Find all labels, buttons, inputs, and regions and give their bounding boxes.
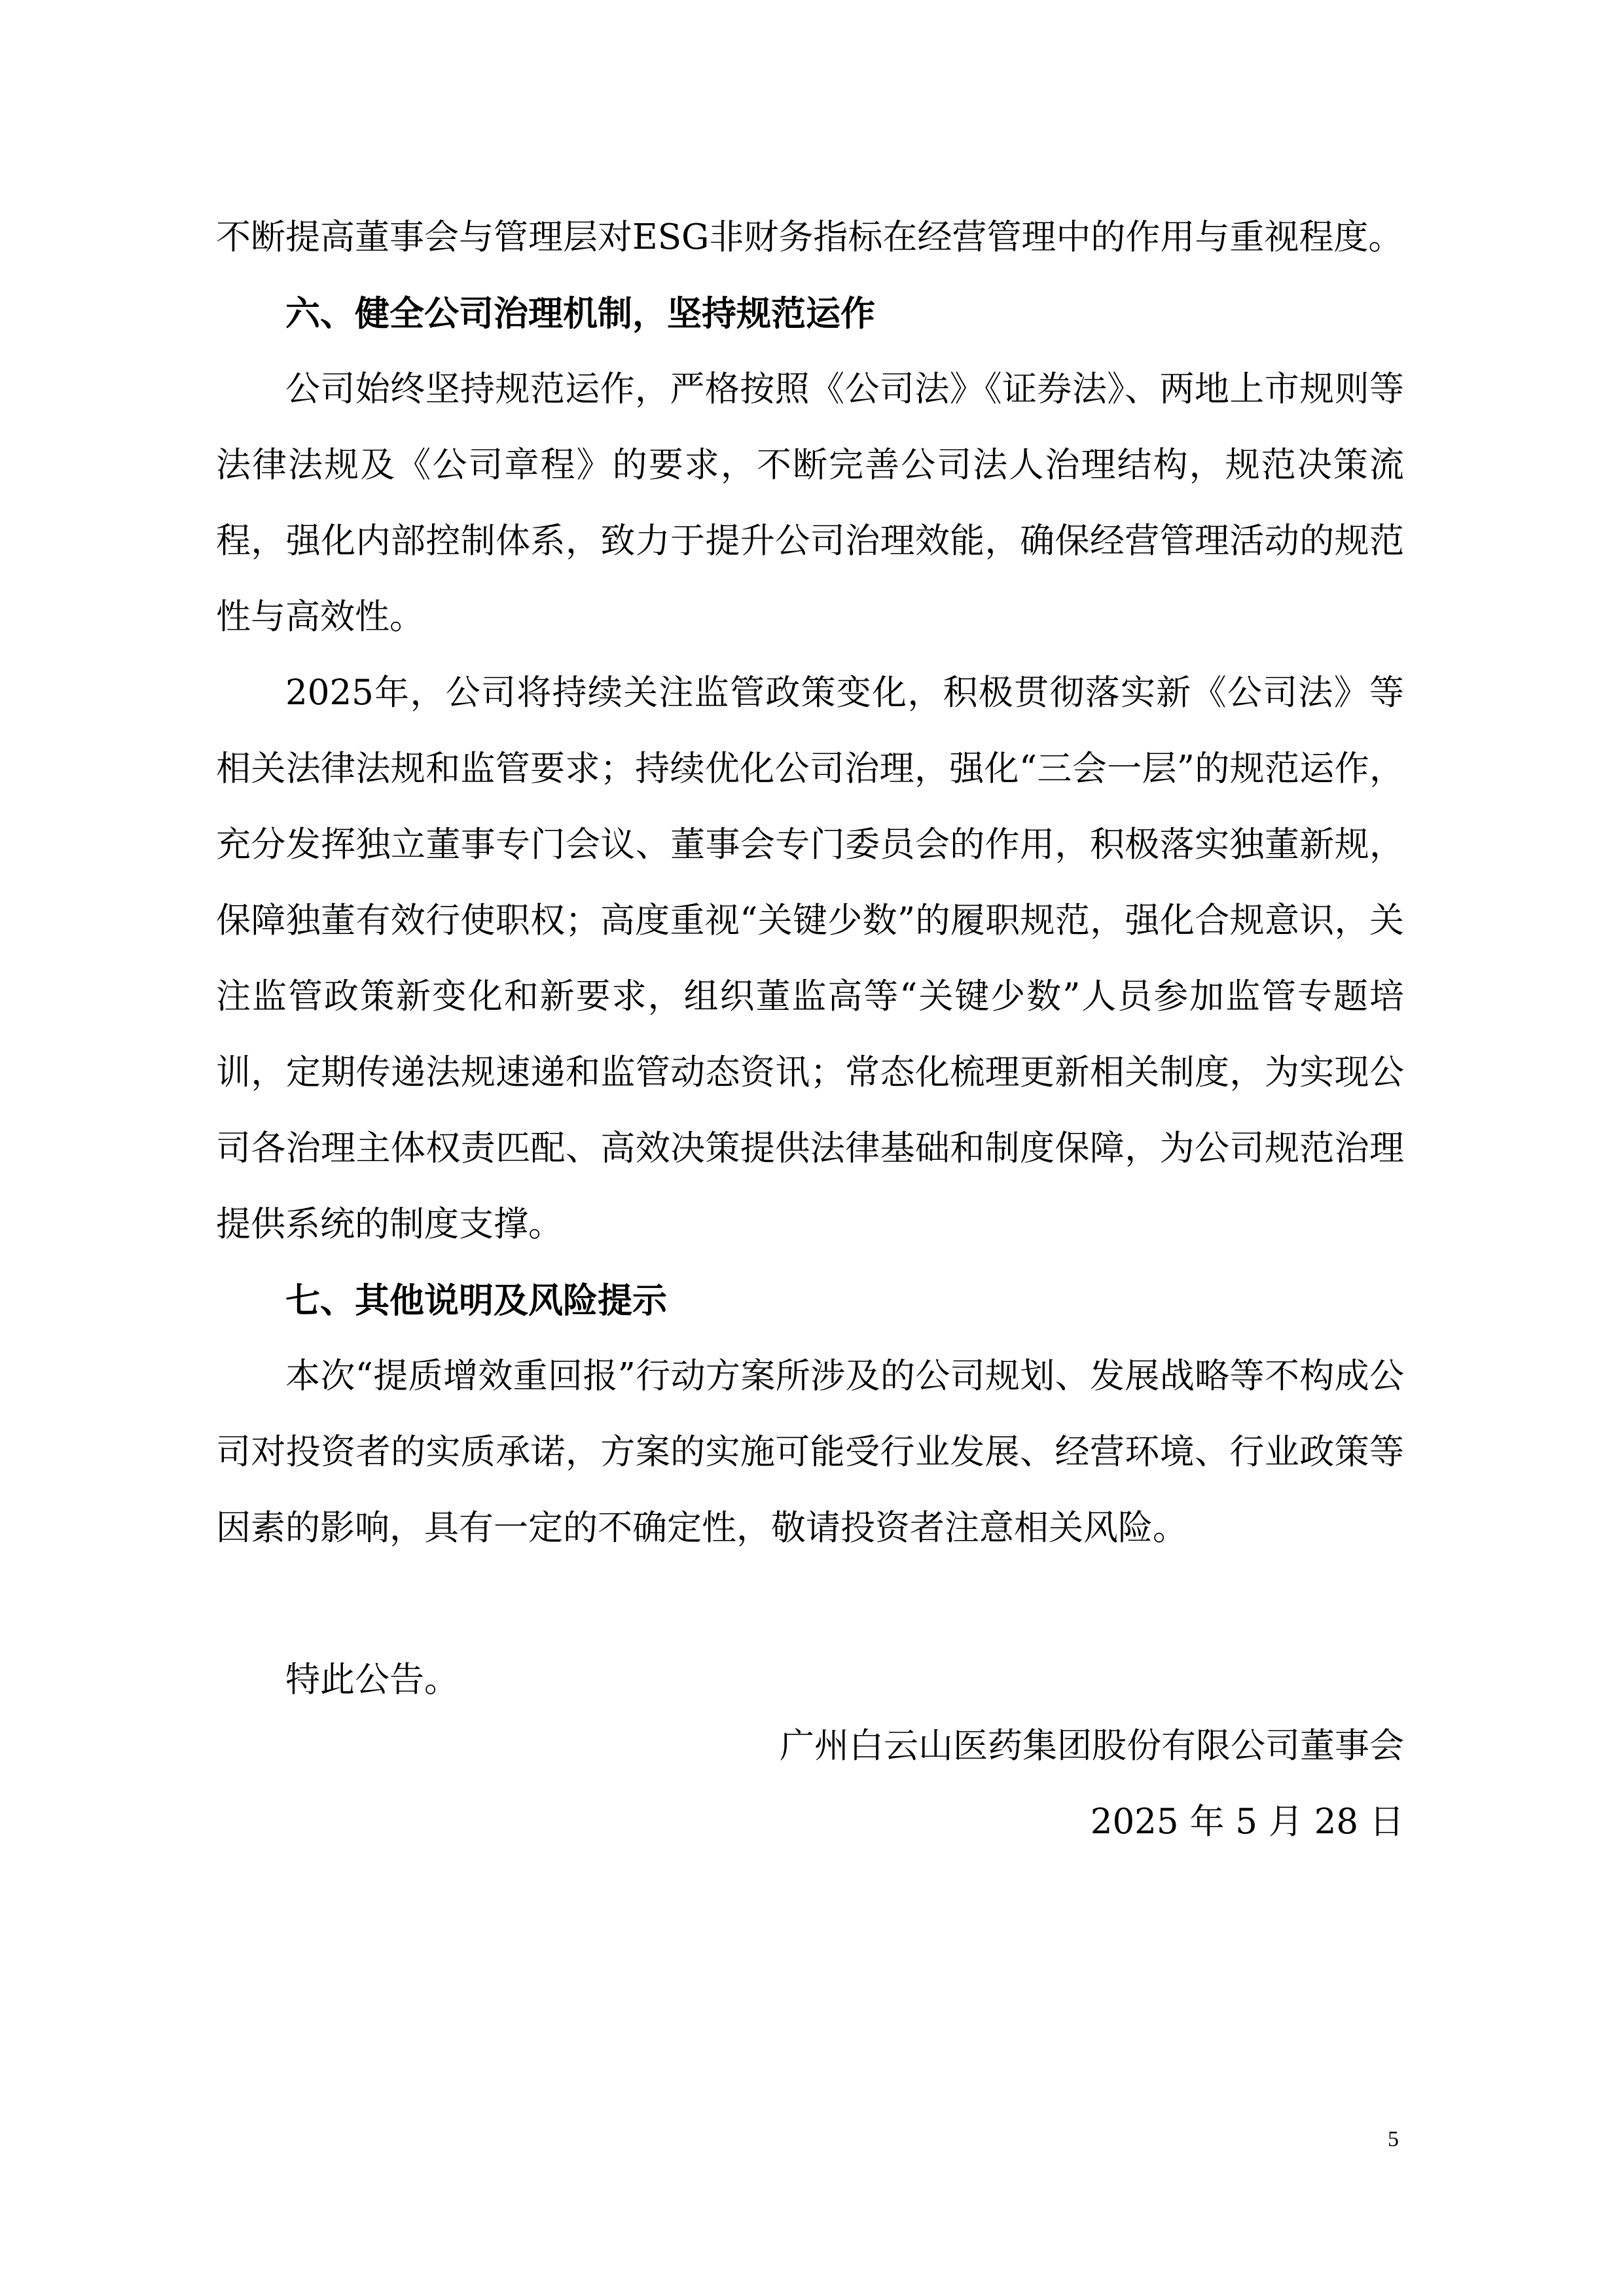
section-heading-6: 六、健全公司治理机制，坚持规范运作 <box>285 293 875 334</box>
section-heading-7: 七、其他说明及风险提示 <box>285 1280 667 1321</box>
page-number: 5 <box>1388 2127 1399 2151</box>
paragraph-governance-2: 2025年，公司将持续关注监管政策变化，积极贯彻落实新《公司法》等相关法律法规和监管要求；持续优化公司治理，强化“三会一层”的规范运作，充分发挥独立董事专门会议、董事会专门委员会的作用，积极落实独董新规，保障独董有效行使职权；高度重视“关键少数”的履职规范，强化合规意识，关注监管政策新变化和新要求，组织董监高等“关键少数”人员参加监管专题培训，定期传递法规速递和监管动态资讯；常态化梳理更新相关制度，为实现公司各治理主体权责匹配、高效决策提供法律基础和制度保障，为公司规范治理提供系统的制度支撑。 <box>216 673 1404 1244</box>
paragraph-continuation: 不断提高董事会与管理层对ESG非财务指标在经营管理中的作用与重视程度。 <box>216 217 1403 257</box>
signature-company: 广州白云山医药集团股份有限公司董事会 <box>780 1726 1404 1766</box>
closing-statement: 特此公告。 <box>285 1660 459 1700</box>
paragraph-governance-1: 公司始终坚持规范运作，严格按照《公司法》《证券法》、两地上市规则等法律法规及《公司章程》的要求，不断完善公司法人治理结构，规范决策流程，强化内部控制体系，致力于提升公司治理效能，确保经营管理活动的规范性与高效性。 <box>216 369 1404 637</box>
document-body <box>216 200 1404 1718</box>
paragraph-risk-notice: 本次“提质增效重回报”行动方案所涉及的公司规划、发展战略等不构成公司对投资者的实质承诺，方案的实施可能受行业发展、经营环境、行业政策等因素的影响，具有一定的不确定性，敬请投资者注意相关风险。 <box>216 1356 1404 1548</box>
signature-date: 2025 年 5 月 28 日 <box>1090 1802 1404 1842</box>
signature-block <box>780 1708 1404 1860</box>
